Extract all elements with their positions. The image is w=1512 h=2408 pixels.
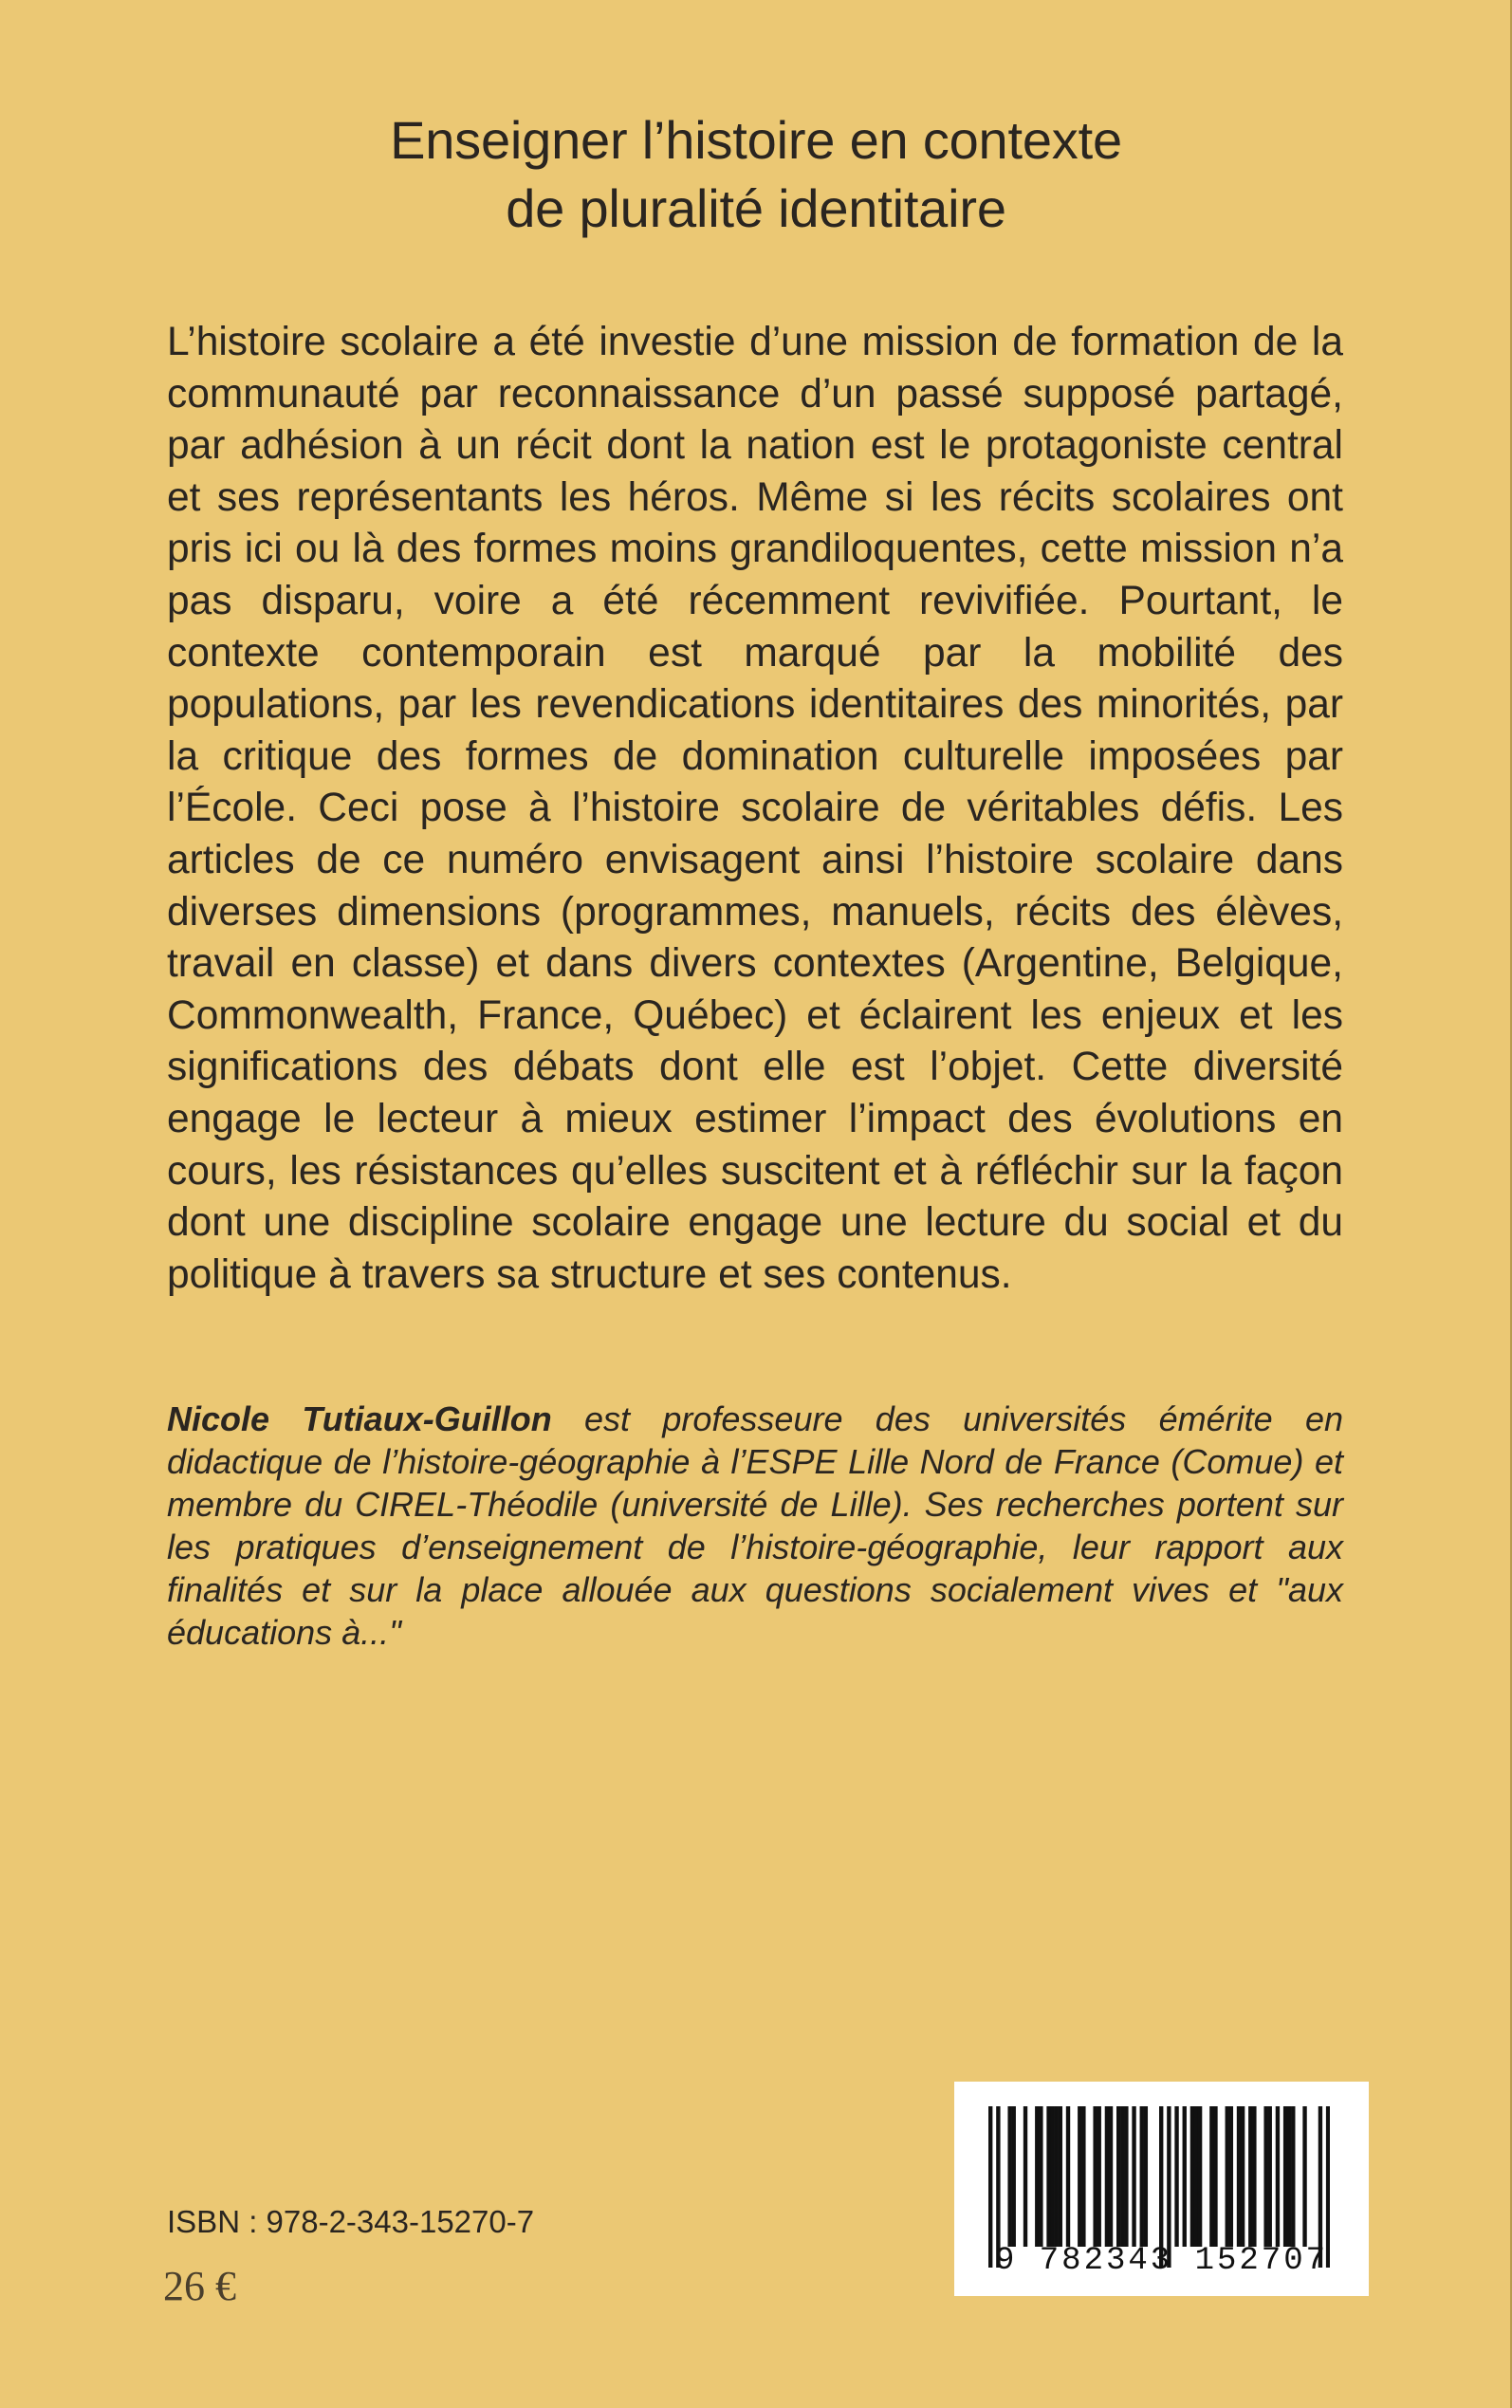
barcode-bar [1012, 2106, 1016, 2247]
title-line-2: de pluralité identitaire [506, 178, 1006, 238]
barcode-bar [1078, 2106, 1081, 2247]
barcode-bar [1248, 2106, 1252, 2247]
barcode-bar [1268, 2106, 1272, 2247]
title-line-1: Enseigner l’histoire en contexte [390, 110, 1122, 170]
barcode-bar [1124, 2106, 1128, 2247]
barcode-bar [1263, 2106, 1267, 2247]
author-bio-text: est professeure des universités émérite en didactique de l’histoire-géographie à l’ESPE Lille Nord de France (Comue) et membre du CIREL-Théodile (université de Lille). Ses recherches portent sur les pratiques d’enseignement de l’histoire-géographie, leur rapport aux finalités et sur la place allouée aux questions socialement vives et "aux éducations à..." [167, 1399, 1343, 1652]
barcode-bar [1081, 2106, 1085, 2247]
price-label: 26 € [163, 2263, 236, 2309]
book-summary: L’histoire scolaire a été investie d’une mission de formation de la communauté par reconnaissance d’un passé supposé partagé, par adhésion à un récit dont la nation est le protagoniste central et ses représentants les héros. Même si les récits scolaires ont pris ici ou là des formes moins grandiloquentes, cette mission n’a pas disparu, voire a été récemment revivifiée. Pourtant, le contexte contemporain est marqué par la mobilité des populations, par les revendications identitaires des minorités, par la critique des formes de domination culturelle imposées par l’École. Ceci pose à l’histoire scolaire de véritables défis. Les articles de ce numéro envisagent ainsi l’histoire scolaire dans diverses dimensions (programmes, manuels, récits des élèves, travail en classe) et dans divers contextes (Argentine, Belgique, Commonwealth, France, Québec) et éclairent les enjeux et les significations des débats dont elle est l’objet. Cette diversité engage le lecteur à mieux estimer l’impact des évolutions en cours, les résistances qu’elles suscitent et à réfléchir sur la façon dont une discipline scolaire engage une lecture du social et du politique à travers sa structure et ses contenus. [167, 320, 1343, 1297]
barcode-bar [1050, 2106, 1054, 2247]
barcode-bar [1035, 2106, 1039, 2247]
barcode-bar [1023, 2106, 1027, 2247]
barcode [954, 2082, 1369, 2296]
barcode-bar [1283, 2106, 1287, 2247]
barcode-bar [1144, 2106, 1148, 2247]
barcode-bar [1252, 2106, 1256, 2247]
barcode-digits: 9 782343 152707 [994, 2243, 1329, 2279]
barcode-bar [1059, 2106, 1062, 2247]
barcode-bar [1198, 2106, 1202, 2247]
isbn-label: ISBN : 978-2-343-15270-7 [167, 2204, 535, 2239]
barcode-bar [1105, 2106, 1109, 2247]
barcode-bar [1276, 2106, 1280, 2247]
author-bio [167, 1398, 1343, 1654]
barcode-bar [1140, 2106, 1144, 2247]
barcode-bar [1007, 2106, 1011, 2247]
barcode-bar [1109, 2106, 1113, 2247]
barcode-bar [1302, 2106, 1306, 2247]
barcode-bar [1120, 2106, 1124, 2247]
barcode-bar [1213, 2106, 1217, 2247]
barcode-bar [1046, 2106, 1050, 2247]
barcode-bar [1209, 2106, 1213, 2247]
barcode-bar [1229, 2106, 1233, 2247]
barcode-bar [1194, 2106, 1198, 2247]
barcode-bar [1183, 2106, 1187, 2247]
barcode-bar [1226, 2106, 1229, 2247]
barcode-bar [1174, 2106, 1178, 2247]
barcode-bar [1241, 2106, 1245, 2247]
barcode-bar [1132, 2106, 1135, 2247]
barcode-bar [1039, 2106, 1042, 2247]
book-title [0, 106, 1512, 243]
barcode-bar [1291, 2106, 1295, 2247]
barcode-bar [1237, 2106, 1241, 2247]
barcode-bar [1287, 2106, 1291, 2247]
barcode-bar [1097, 2106, 1101, 2247]
barcode-bar [1116, 2106, 1120, 2247]
author-name: Nicole Tutiaux-Guillon [167, 1399, 552, 1438]
barcode-bar [1066, 2106, 1070, 2247]
barcode-bar [1055, 2106, 1059, 2247]
barcode-bar [1190, 2106, 1194, 2247]
barcode-bar [1093, 2106, 1097, 2247]
